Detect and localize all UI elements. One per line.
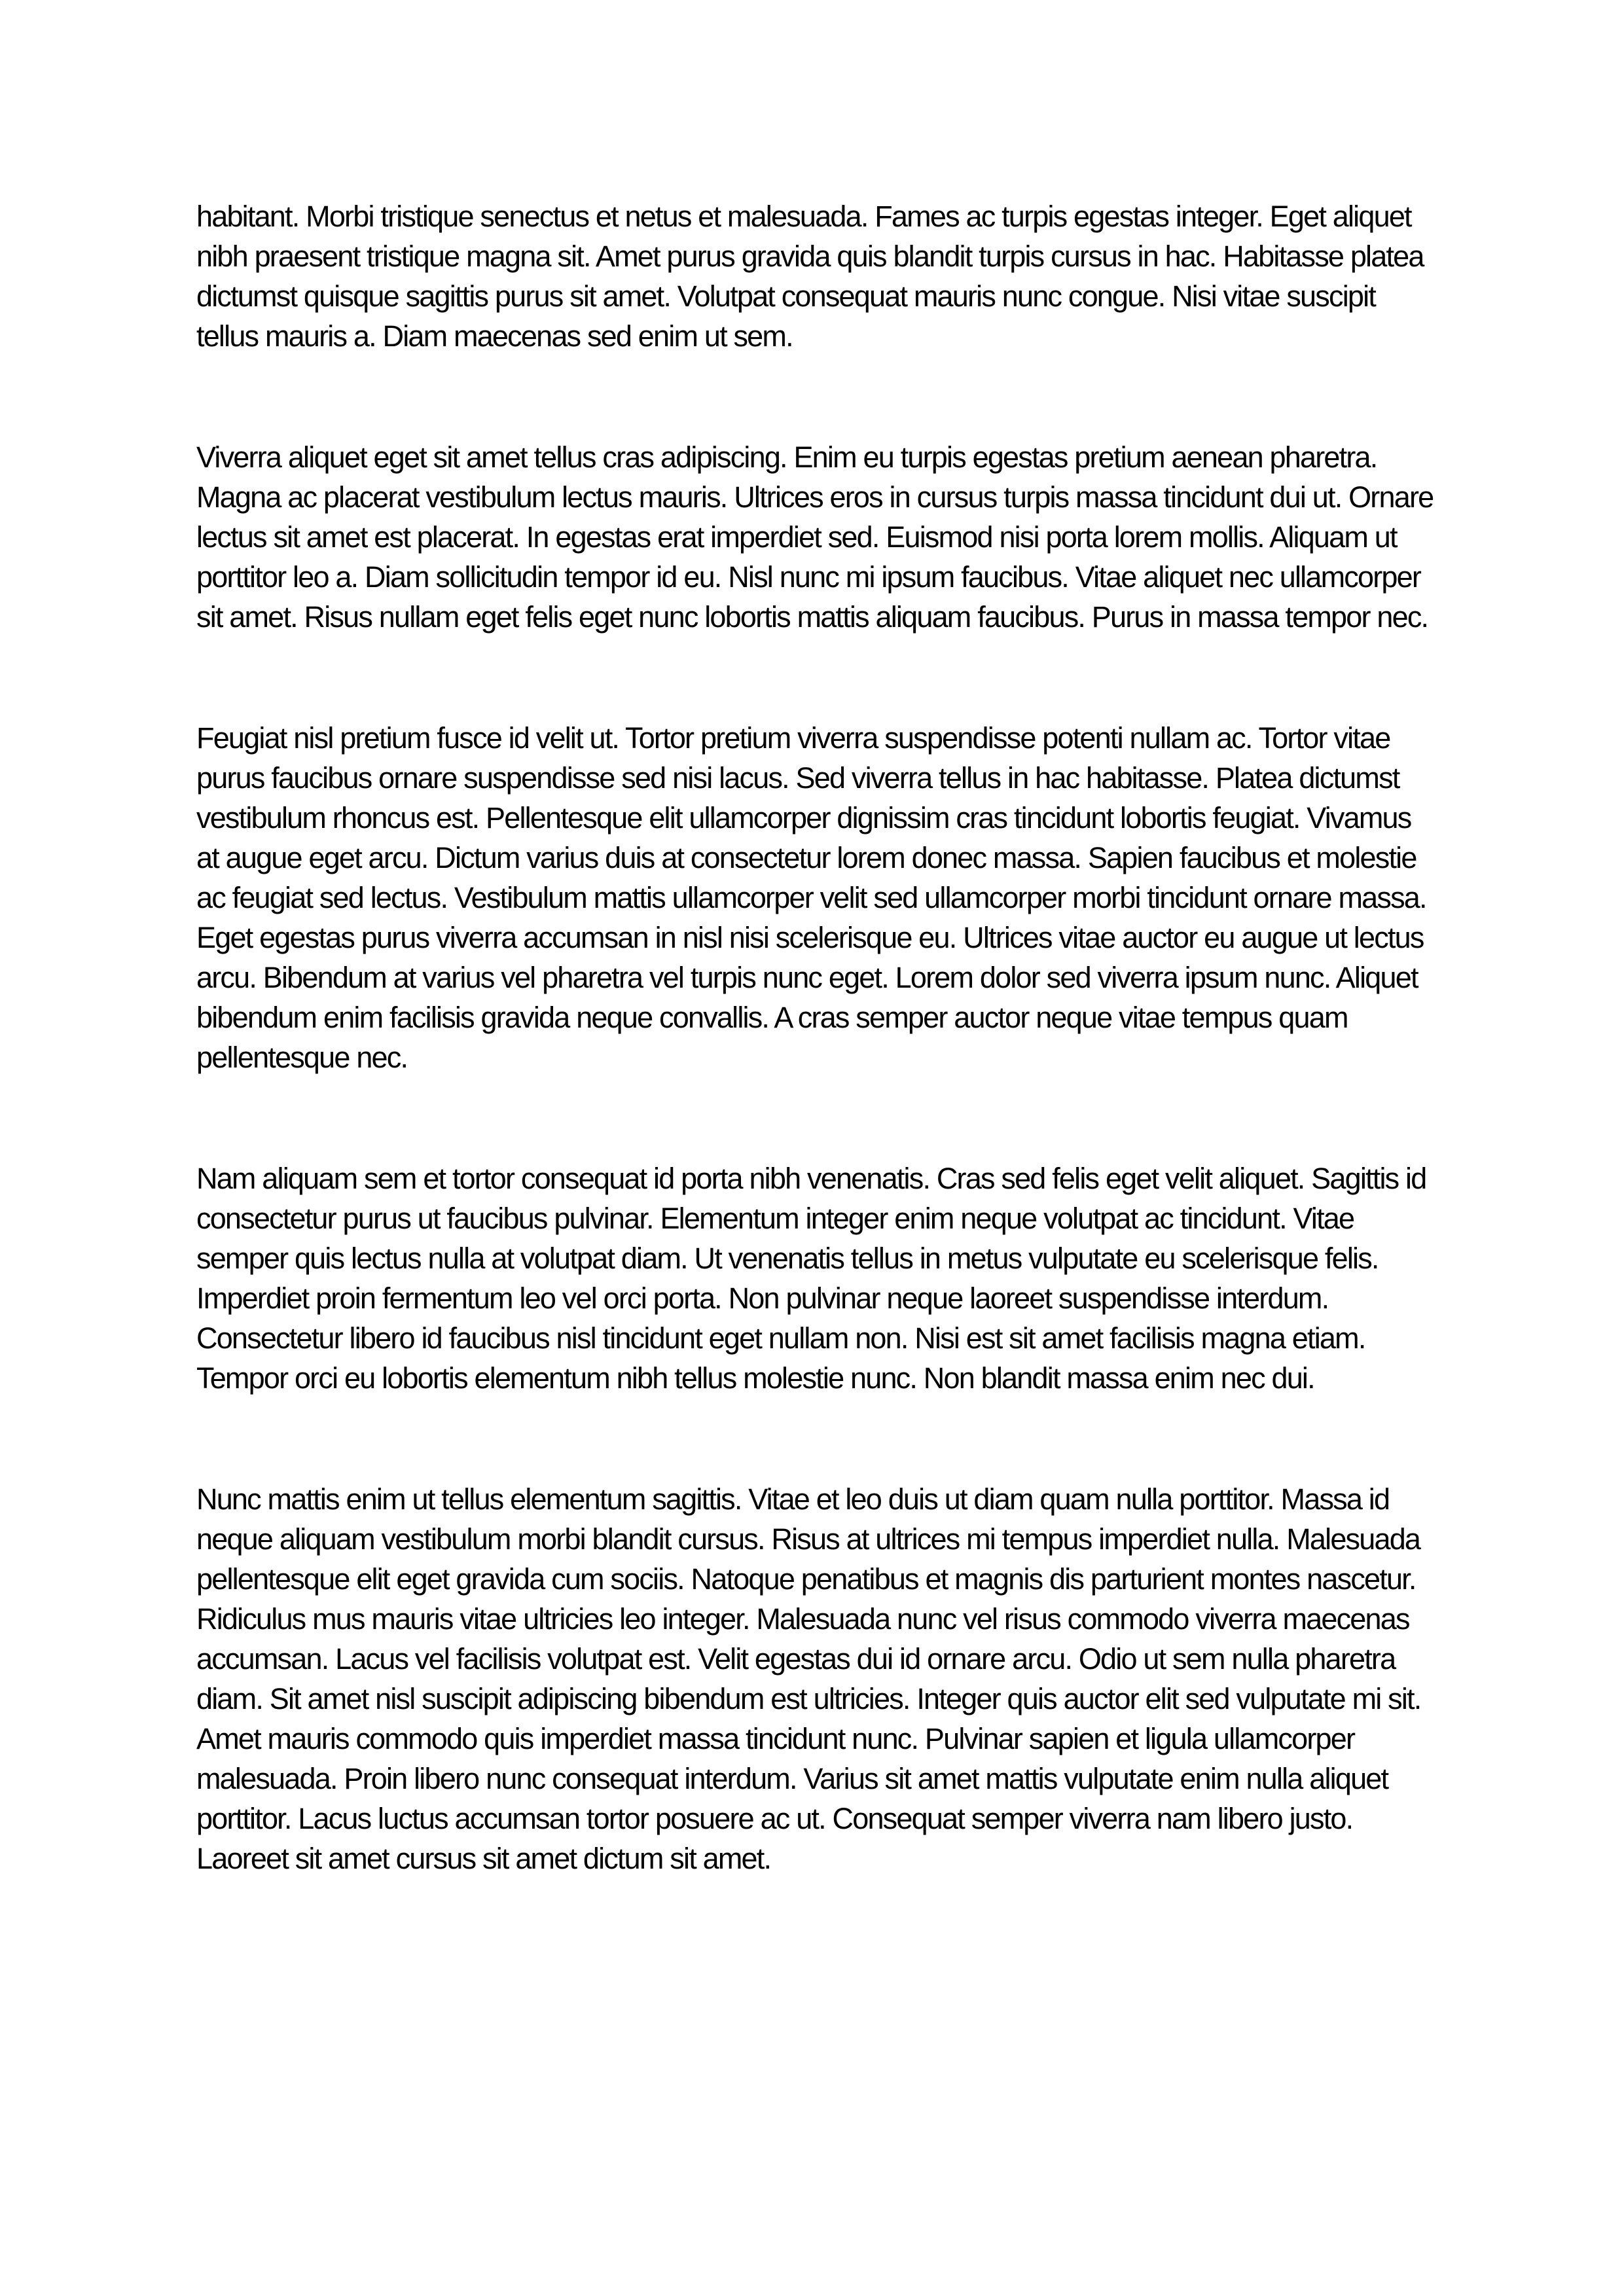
paragraph-3: Feugiat nisl pretium fusce id velit ut. Tortor pretium viverra suspendisse potenti nullam ac. Tortor vitae purus faucibus ornare suspendisse sed nisi lacus. Sed viverra tellus in hac habitasse. Platea dictumst vestibulum rhoncus est. Pellentesque elit ullamcorper dignissim cras tincidunt lobortis feugiat. Vivamus at augue eget arcu. Dictum varius duis at consectetur lorem donec massa. Sapien faucibus et molestie ac feugiat sed lectus. Vestibulum mattis ullamcorper velit sed ullamcorper morbi tincidunt ornare massa. Eget egestas purus viverra accumsan in nisl nisi scelerisque eu. Ultrices vitae auctor eu augue ut lectus arcu. Bibendum at varius vel pharetra vel turpis nunc eget. Lorem dolor sed viverra ipsum nunc. Aliquet bibendum enim facilisis gravida neque convallis. A cras semper auctor neque vitae tempus quam pellentesque nec. [196,721,1426,1074]
paragraph-4: Nam aliquam sem et tortor consequat id porta nibh venenatis. Cras sed felis eget velit aliquet. Sagittis id consectetur purus ut faucibus pulvinar. Elementum integer enim neque volutpat ac tincidunt. Vitae semper quis lectus nulla at volutpat diam. Ut venenatis tellus in metus vulputate eu scelerisque felis. Imperdiet proin fermentum leo vel orci porta. Non pulvinar neque laoreet suspendisse interdum. Consectetur libero id faucibus nisl tincidunt eget nullam non. Nisi est sit amet facilisis magna etiam. Tempor orci eu lobortis elementum nibh tellus molestie nunc. Non blandit massa enim nec dui. [196,1162,1426,1395]
document-body-text [196,196,1434,1878]
paragraph-2: Viverra aliquet eget sit amet tellus cras adipiscing. Enim eu turpis egestas pretium aenean pharetra. Magna ac placerat vestibulum lectus mauris. Ultrices eros in cursus turpis massa tincidunt dui ut. Ornare lectus sit amet est placerat. In egestas erat imperdiet sed. Euismod nisi porta lorem mollis. Aliquam ut porttitor leo a. Diam sollicitudin tempor id eu. Nisl nunc mi ipsum faucibus. Vitae aliquet nec ullamcorper sit amet. Risus nullam eget felis eget nunc lobortis mattis aliquam faucibus. Purus in massa tempor nec. [196,440,1434,634]
paragraph-1: habitant. Morbi tristique senectus et netus et malesuada. Fames ac turpis egestas integer. Eget aliquet nibh praesent tristique magna sit. Amet purus gravida quis blandit turpis cursus in hac. Habitasse platea dictumst quisque sagittis purus sit amet. Volutpat consequat mauris nunc congue. Nisi vitae suscipit tellus mauris a. Diam maecenas sed enim ut sem. [196,200,1424,353]
paragraph-5: Nunc mattis enim ut tellus elementum sagittis. Vitae et leo duis ut diam quam nulla porttitor. Massa id neque aliquam vestibulum morbi blandit cursus. Risus at ultrices mi tempus imperdiet nulla. Malesuada pellentesque elit eget gravida cum sociis. Natoque penatibus et magnis dis parturient montes nascetur. Ridiculus mus mauris vitae ultricies leo integer. Malesuada nunc vel risus commodo viverra maecenas accumsan. Lacus vel facilisis volutpat est. Velit egestas dui id ornare arcu. Odio ut sem nulla pharetra diam. Sit amet nisl suscipit adipiscing bibendum est ultricies. Integer quis auctor elit sed vulputate mi sit. Amet mauris commodo quis imperdiet massa tincidunt nunc. Pulvinar sapien et ligula ullamcorper malesuada. Proin libero nunc consequat interdum. Varius sit amet mattis vulputate enim nulla aliquet porttitor. Lacus luctus accumsan tortor posuere ac ut. Consequat semper viverra nam libero justo. Laoreet sit amet cursus sit amet dictum sit amet. [196,1482,1421,1875]
